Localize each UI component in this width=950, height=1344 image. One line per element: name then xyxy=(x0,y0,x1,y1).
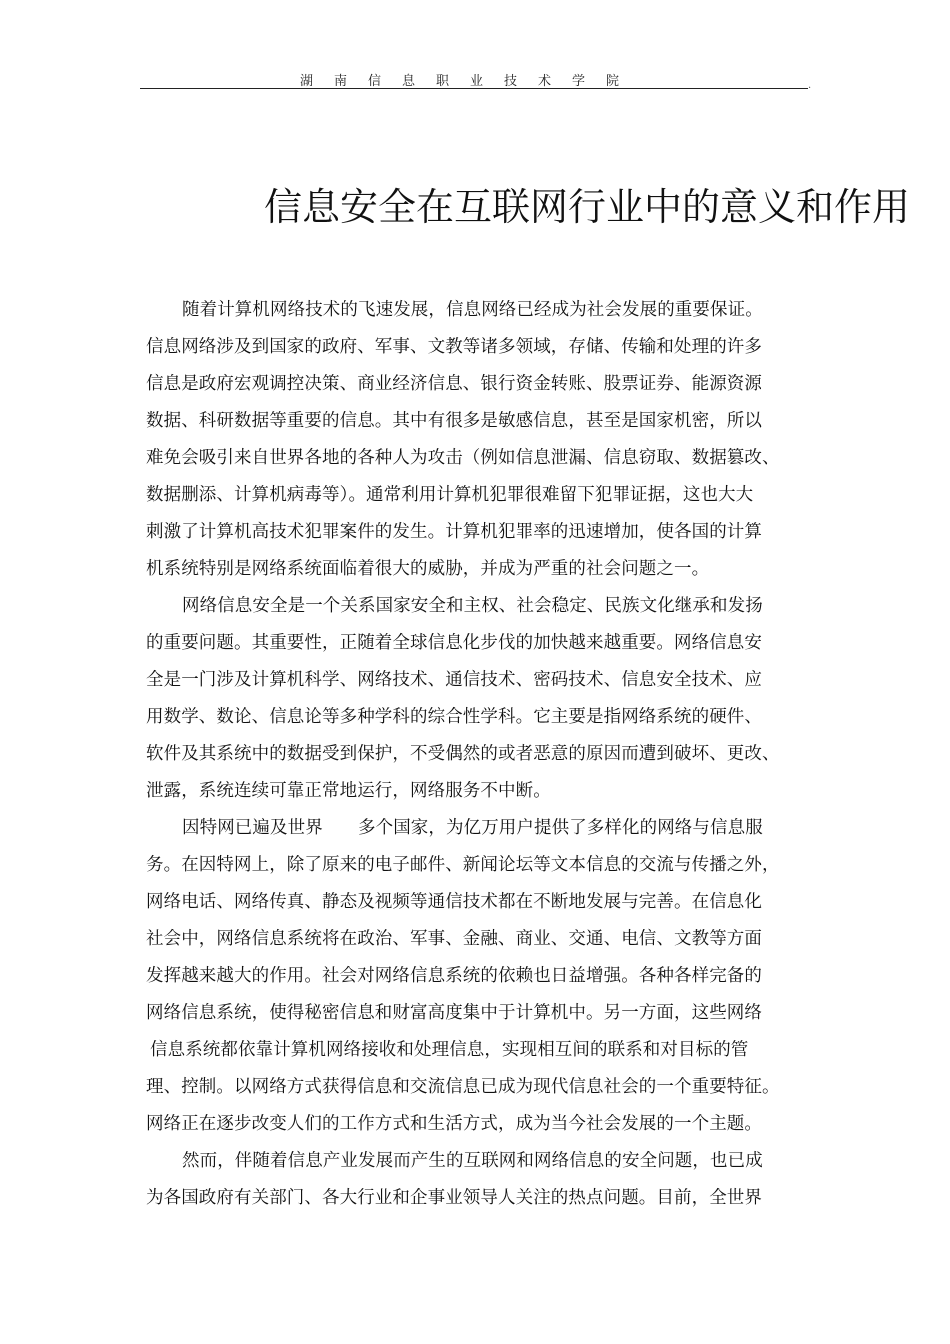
body-line: 数据、科研数据等重要的信息。其中有很多是敏感信息，甚至是国家机密，所以 xyxy=(146,411,762,431)
header-institution: 湖南信息职业技术学院 xyxy=(300,74,641,89)
body-line: 网络信息安全是一个关系国家安全和主权、社会稳定、民族文化继承和发扬 xyxy=(182,596,763,616)
body-line: 软件及其系统中的数据受到保护，不受偶然的或者恶意的原因而遭到破坏、更改、 xyxy=(146,744,780,764)
body-line: 务。在因特网上，除了原来的电子邮件、新闻论坛等文本信息的交流与传播之外， xyxy=(146,855,780,875)
body-line: 为各国政府有关部门、各大行业和企事业领导人关注的热点问题。目前，全世界 xyxy=(146,1188,762,1208)
body-line: 难免会吸引来自世界各地的各种人为攻击（例如信息泄漏、信息窃取、数据篡改、 xyxy=(146,448,780,468)
body-line: 随着计算机网络技术的飞速发展，信息网络已经成为社会发展的重要保证。 xyxy=(182,300,763,320)
body-line: 用数学、数论、信息论等多种学科的综合性学科。它主要是指网络系统的硬件、 xyxy=(146,707,762,727)
body-line: 刺激了计算机高技术犯罪案件的发生。计算机犯罪率的迅速增加，使各国的计算 xyxy=(146,522,762,542)
body-line: 网络信息系统，使得秘密信息和财富高度集中于计算机中。另一方面，这些网络 xyxy=(146,1003,762,1023)
body-line: 机系统特别是网络系统面临着很大的威胁，并成为严重的社会问题之一。 xyxy=(146,559,710,579)
body-line: 因特网已遍及世界 多个国家，为亿万用户提供了多样化的网络与信息服 xyxy=(182,818,763,838)
body-line: 的重要问题。其重要性，正随着全球信息化步伐的加快越来越重要。网络信息安 xyxy=(146,633,762,653)
body-line: 信息是政府宏观调控决策、商业经济信息、银行资金转账、股票证券、能源资源 xyxy=(146,374,762,394)
body-line: 信息系统都依靠计算机网络接收和处理信息，实现相互间的联系和对目标的管 xyxy=(150,1040,749,1060)
header-mark: . xyxy=(808,80,812,91)
body-line: 发挥越来越大的作用。社会对网络信息系统的依赖也日益增强。各种各样完备的 xyxy=(146,966,762,986)
body-line: 信息网络涉及到国家的政府、军事、文教等诸多领域，存储、传输和处理的许多 xyxy=(146,337,762,357)
body-line: 泄露，系统连续可靠正常地运行，网络服务不中断。 xyxy=(146,781,551,801)
body-line: 社会中，网络信息系统将在政治、军事、金融、商业、交通、电信、文教等方面 xyxy=(146,929,762,949)
body-line: 全是一门涉及计算机科学、网络技术、通信技术、密码技术、信息安全技术、应 xyxy=(146,670,762,690)
body-line: 网络正在逐步改变人们的工作方式和生活方式，成为当今社会发展的一个主题。 xyxy=(146,1114,762,1134)
body-line: 理、控制。以网络方式获得信息和交流信息已成为现代信息社会的一个重要特征。 xyxy=(146,1077,780,1097)
document-title: 信息安全在互联网行业中的意义和作用 xyxy=(264,185,911,229)
body-line: 网络电话、网络传真、静态及视频等通信技术都在不断地发展与完善。在信息化 xyxy=(146,892,762,912)
body-line: 然而，伴随着信息产业发展而产生的互联网和网络信息的安全问题，也已成 xyxy=(182,1151,763,1171)
header-rule xyxy=(140,88,808,89)
body-line: 数据删添、计算机病毒等）。通常利用计算机犯罪很难留下犯罪证据，这也大大 xyxy=(146,485,754,505)
